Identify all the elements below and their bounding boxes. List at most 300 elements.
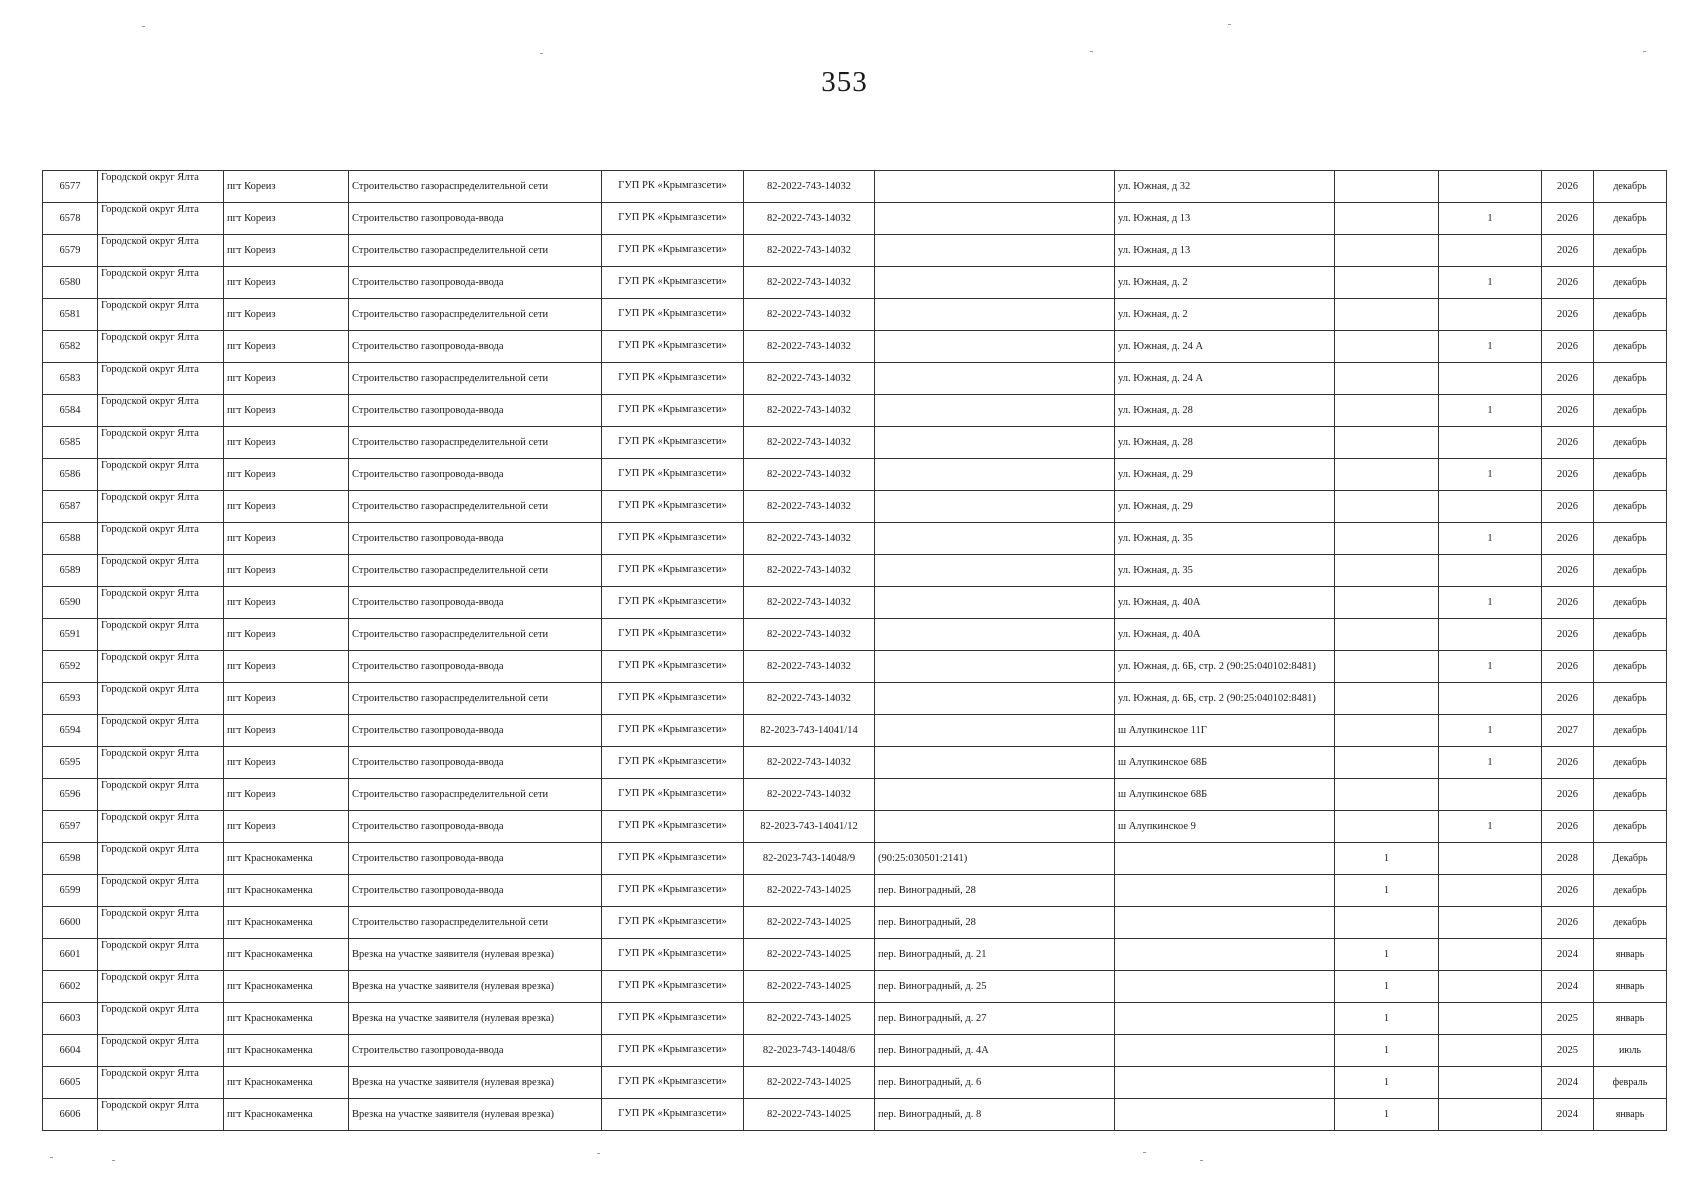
cell-organization: ГУП РК «Крымгазсети»	[602, 843, 744, 875]
cell-tu-number: 82-2022-743-14032	[744, 235, 875, 267]
cell-month: декабрь	[1594, 299, 1667, 331]
cell-month: декабрь	[1594, 747, 1667, 779]
cell-organization: ГУП РК «Крымгазсети»	[602, 331, 744, 363]
cell-tu-number: 82-2022-743-14032	[744, 395, 875, 427]
scan-speck	[142, 26, 145, 27]
cell-address-b: ул. Южная, д. 2	[1115, 267, 1335, 299]
cell-quantity-b	[1439, 683, 1542, 715]
cell-address-a	[875, 715, 1115, 747]
cell-year: 2026	[1542, 491, 1594, 523]
cell-year: 2026	[1542, 747, 1594, 779]
cell-month: январь	[1594, 1099, 1667, 1131]
cell-tu-number: 82-2023-743-14048/6	[744, 1035, 875, 1067]
cell-quantity-b: 1	[1439, 331, 1542, 363]
cell-organization: ГУП РК «Крымгазсети»	[602, 683, 744, 715]
cell-tu-number: 82-2023-743-14048/9	[744, 843, 875, 875]
cell-quantity-a	[1335, 587, 1439, 619]
cell-quantity-a	[1335, 171, 1439, 203]
scan-speck	[50, 1157, 53, 1158]
cell-organization: ГУП РК «Крымгазсети»	[602, 523, 744, 555]
cell-month: декабрь	[1594, 715, 1667, 747]
cell-municipality: Городской округ Ялта	[98, 1099, 224, 1131]
table-row	[43, 619, 1667, 651]
cell-number: 6586	[43, 459, 98, 491]
cell-month: декабрь	[1594, 427, 1667, 459]
table-row	[43, 747, 1667, 779]
cell-municipality: Городской округ Ялта	[98, 619, 224, 651]
cell-settlement: пгт Кореиз	[224, 171, 349, 203]
cell-municipality: Городской округ Ялта	[98, 363, 224, 395]
cell-organization: ГУП РК «Крымгазсети»	[602, 1099, 744, 1131]
cell-work-type: Строительство газопровода-ввода	[349, 747, 602, 779]
cell-month: декабрь	[1594, 683, 1667, 715]
cell-organization: ГУП РК «Крымгазсети»	[602, 395, 744, 427]
cell-quantity-a: 1	[1335, 1099, 1439, 1131]
cell-municipality: Городской округ Ялта	[98, 715, 224, 747]
cell-organization: ГУП РК «Крымгазсети»	[602, 555, 744, 587]
cell-settlement: пгт Кореиз	[224, 267, 349, 299]
page-number: 353	[821, 66, 868, 98]
cell-settlement: пгт Кореиз	[224, 811, 349, 843]
cell-number: 6588	[43, 523, 98, 555]
cell-municipality: Городской округ Ялта	[98, 1067, 224, 1099]
table-row	[43, 1035, 1667, 1067]
table-row	[43, 1099, 1667, 1131]
cell-address-a	[875, 747, 1115, 779]
cell-year: 2026	[1542, 811, 1594, 843]
cell-municipality: Городской округ Ялта	[98, 299, 224, 331]
cell-quantity-b	[1439, 875, 1542, 907]
cell-address-a: пер. Виноградный, д. 6	[875, 1067, 1115, 1099]
cell-address-b: ул. Южная, д. 29	[1115, 491, 1335, 523]
table-row	[43, 523, 1667, 555]
cell-number: 6583	[43, 363, 98, 395]
cell-address-a	[875, 683, 1115, 715]
cell-municipality: Городской округ Ялта	[98, 235, 224, 267]
cell-work-type: Врезка на участке заявителя (нулевая врезка)	[349, 1003, 602, 1035]
cell-month: февраль	[1594, 1067, 1667, 1099]
cell-month: декабрь	[1594, 331, 1667, 363]
cell-quantity-b	[1439, 299, 1542, 331]
cell-month: декабрь	[1594, 587, 1667, 619]
cell-address-b: ул. Южная, д. 24 А	[1115, 331, 1335, 363]
cell-organization: ГУП РК «Крымгазсети»	[602, 779, 744, 811]
cell-number: 6597	[43, 811, 98, 843]
cell-address-a	[875, 555, 1115, 587]
table-row	[43, 235, 1667, 267]
cell-month: декабрь	[1594, 459, 1667, 491]
cell-settlement: пгт Краснокаменка	[224, 1003, 349, 1035]
cell-organization: ГУП РК «Крымгазсети»	[602, 299, 744, 331]
cell-year: 2026	[1542, 203, 1594, 235]
cell-quantity-b: 1	[1439, 395, 1542, 427]
cell-municipality: Городской округ Ялта	[98, 811, 224, 843]
table-row	[43, 875, 1667, 907]
cell-address-a: пер. Виноградный, д. 4А	[875, 1035, 1115, 1067]
cell-month: декабрь	[1594, 907, 1667, 939]
cell-settlement: пгт Кореиз	[224, 235, 349, 267]
table-row	[43, 491, 1667, 523]
scan-speck	[1090, 51, 1093, 52]
cell-address-b	[1115, 1035, 1335, 1067]
table-row	[43, 331, 1667, 363]
cell-tu-number: 82-2022-743-14032	[744, 427, 875, 459]
cell-year: 2026	[1542, 587, 1594, 619]
cell-work-type: Строительство газопровода-ввода	[349, 651, 602, 683]
cell-quantity-b: 1	[1439, 523, 1542, 555]
cell-address-b	[1115, 907, 1335, 939]
cell-settlement: пгт Краснокаменка	[224, 843, 349, 875]
cell-month: декабрь	[1594, 235, 1667, 267]
cell-year: 2025	[1542, 1003, 1594, 1035]
cell-quantity-a: 1	[1335, 1035, 1439, 1067]
cell-address-a: пер. Виноградный, д. 25	[875, 971, 1115, 1003]
cell-tu-number: 82-2022-743-14032	[744, 459, 875, 491]
cell-number: 6602	[43, 971, 98, 1003]
cell-settlement: пгт Кореиз	[224, 587, 349, 619]
cell-quantity-b	[1439, 619, 1542, 651]
cell-year: 2026	[1542, 267, 1594, 299]
cell-municipality: Городской округ Ялта	[98, 203, 224, 235]
cell-organization: ГУП РК «Крымгазсети»	[602, 1003, 744, 1035]
cell-quantity-b: 1	[1439, 651, 1542, 683]
cell-address-b	[1115, 971, 1335, 1003]
table-row	[43, 363, 1667, 395]
cell-month: декабрь	[1594, 555, 1667, 587]
cell-year: 2024	[1542, 971, 1594, 1003]
cell-address-b: ул. Южная, д. 40А	[1115, 587, 1335, 619]
cell-municipality: Городской округ Ялта	[98, 331, 224, 363]
cell-quantity-b	[1439, 779, 1542, 811]
cell-month: декабрь	[1594, 363, 1667, 395]
cell-year: 2026	[1542, 875, 1594, 907]
cell-year: 2026	[1542, 299, 1594, 331]
cell-month: декабрь	[1594, 811, 1667, 843]
cell-number: 6592	[43, 651, 98, 683]
table-row	[43, 427, 1667, 459]
cell-tu-number: 82-2022-743-14032	[744, 683, 875, 715]
cell-month: декабрь	[1594, 523, 1667, 555]
cell-address-a: пер. Виноградный, 28	[875, 875, 1115, 907]
cell-year: 2024	[1542, 1067, 1594, 1099]
cell-quantity-a	[1335, 683, 1439, 715]
cell-tu-number: 82-2022-743-14032	[744, 587, 875, 619]
cell-address-a	[875, 171, 1115, 203]
cell-tu-number: 82-2022-743-14025	[744, 939, 875, 971]
cell-quantity-a: 1	[1335, 939, 1439, 971]
cell-quantity-a	[1335, 619, 1439, 651]
cell-settlement: пгт Кореиз	[224, 427, 349, 459]
cell-quantity-b	[1439, 235, 1542, 267]
cell-organization: ГУП РК «Крымгазсети»	[602, 363, 744, 395]
cell-quantity-a	[1335, 235, 1439, 267]
cell-address-b: ул. Южная, д. 2	[1115, 299, 1335, 331]
cell-address-b: ул. Южная, д. 24 А	[1115, 363, 1335, 395]
cell-work-type: Строительство газопровода-ввода	[349, 395, 602, 427]
cell-settlement: пгт Краснокаменка	[224, 1099, 349, 1131]
cell-number: 6579	[43, 235, 98, 267]
cell-quantity-b	[1439, 171, 1542, 203]
cell-municipality: Городской округ Ялта	[98, 875, 224, 907]
cell-number: 6600	[43, 907, 98, 939]
cell-quantity-a: 1	[1335, 1067, 1439, 1099]
cell-tu-number: 82-2022-743-14032	[744, 651, 875, 683]
cell-address-b: ш Алупкинское 68Б	[1115, 747, 1335, 779]
cell-settlement: пгт Кореиз	[224, 459, 349, 491]
table-row	[43, 971, 1667, 1003]
cell-number: 6603	[43, 1003, 98, 1035]
cell-organization: ГУП РК «Крымгазсети»	[602, 427, 744, 459]
cell-organization: ГУП РК «Крымгазсети»	[602, 1035, 744, 1067]
cell-quantity-a	[1335, 427, 1439, 459]
cell-address-b	[1115, 1099, 1335, 1131]
cell-municipality: Городской округ Ялта	[98, 171, 224, 203]
gasification-register-table	[42, 170, 1667, 1131]
cell-address-a	[875, 395, 1115, 427]
table-row	[43, 555, 1667, 587]
cell-number: 6585	[43, 427, 98, 459]
cell-organization: ГУП РК «Крымгазсети»	[602, 491, 744, 523]
cell-tu-number: 82-2022-743-14032	[744, 299, 875, 331]
cell-year: 2026	[1542, 555, 1594, 587]
cell-number: 6578	[43, 203, 98, 235]
table-row	[43, 171, 1667, 203]
cell-tu-number: 82-2022-743-14032	[744, 555, 875, 587]
cell-work-type: Строительство газораспределительной сети	[349, 619, 602, 651]
scan-speck	[540, 53, 543, 54]
cell-year: 2026	[1542, 395, 1594, 427]
cell-quantity-b: 1	[1439, 811, 1542, 843]
cell-number: 6584	[43, 395, 98, 427]
cell-address-a	[875, 523, 1115, 555]
cell-quantity-b: 1	[1439, 203, 1542, 235]
cell-quantity-a	[1335, 779, 1439, 811]
cell-year: 2026	[1542, 363, 1594, 395]
cell-work-type: Строительство газопровода-ввода	[349, 715, 602, 747]
cell-quantity-b	[1439, 427, 1542, 459]
cell-settlement: пгт Кореиз	[224, 683, 349, 715]
cell-address-b: ул. Южная, д. 40А	[1115, 619, 1335, 651]
cell-number: 6587	[43, 491, 98, 523]
cell-number: 6582	[43, 331, 98, 363]
cell-address-b: ул. Южная, д 13	[1115, 235, 1335, 267]
cell-number: 6594	[43, 715, 98, 747]
cell-settlement: пгт Кореиз	[224, 555, 349, 587]
cell-organization: ГУП РК «Крымгазсети»	[602, 619, 744, 651]
cell-month: июль	[1594, 1035, 1667, 1067]
cell-organization: ГУП РК «Крымгазсети»	[602, 235, 744, 267]
cell-quantity-b	[1439, 555, 1542, 587]
cell-settlement: пгт Краснокаменка	[224, 1067, 349, 1099]
cell-address-a: пер. Виноградный, д. 21	[875, 939, 1115, 971]
cell-quantity-a: 1	[1335, 875, 1439, 907]
cell-address-b: ул. Южная, д. 6Б, стр. 2 (90:25:040102:8481)	[1115, 651, 1335, 683]
cell-address-b: ул. Южная, д. 35	[1115, 523, 1335, 555]
cell-address-a	[875, 587, 1115, 619]
cell-year: 2026	[1542, 427, 1594, 459]
table-row	[43, 459, 1667, 491]
cell-quantity-a	[1335, 203, 1439, 235]
cell-settlement: пгт Краснокаменка	[224, 875, 349, 907]
cell-address-a	[875, 363, 1115, 395]
scan-speck	[597, 1153, 600, 1154]
table-row	[43, 811, 1667, 843]
table-row	[43, 267, 1667, 299]
cell-tu-number: 82-2023-743-14041/14	[744, 715, 875, 747]
cell-address-b	[1115, 875, 1335, 907]
cell-tu-number: 82-2022-743-14032	[744, 331, 875, 363]
table-row	[43, 907, 1667, 939]
cell-tu-number: 82-2022-743-14025	[744, 875, 875, 907]
scan-speck	[1643, 51, 1646, 52]
cell-organization: ГУП РК «Крымгазсети»	[602, 747, 744, 779]
cell-work-type: Строительство газораспределительной сети	[349, 235, 602, 267]
cell-settlement: пгт Краснокаменка	[224, 907, 349, 939]
cell-address-b	[1115, 843, 1335, 875]
cell-tu-number: 82-2022-743-14032	[744, 267, 875, 299]
table-row	[43, 651, 1667, 683]
cell-year: 2027	[1542, 715, 1594, 747]
cell-settlement: пгт Кореиз	[224, 779, 349, 811]
cell-work-type: Строительство газопровода-ввода	[349, 1035, 602, 1067]
cell-work-type: Строительство газопровода-ввода	[349, 587, 602, 619]
cell-month: декабрь	[1594, 779, 1667, 811]
cell-organization: ГУП РК «Крымгазсети»	[602, 651, 744, 683]
cell-number: 6606	[43, 1099, 98, 1131]
cell-quantity-b	[1439, 1003, 1542, 1035]
cell-address-b: ш Алупкинское 9	[1115, 811, 1335, 843]
cell-quantity-b: 1	[1439, 267, 1542, 299]
scan-speck	[1200, 1160, 1203, 1161]
cell-quantity-b	[1439, 1035, 1542, 1067]
cell-address-a	[875, 267, 1115, 299]
cell-municipality: Городской округ Ялта	[98, 587, 224, 619]
cell-settlement: пгт Кореиз	[224, 651, 349, 683]
cell-work-type: Строительство газораспределительной сети	[349, 299, 602, 331]
cell-work-type: Строительство газораспределительной сети	[349, 907, 602, 939]
cell-settlement: пгт Кореиз	[224, 619, 349, 651]
cell-year: 2028	[1542, 843, 1594, 875]
cell-number: 6599	[43, 875, 98, 907]
cell-organization: ГУП РК «Крымгазсети»	[602, 907, 744, 939]
cell-year: 2026	[1542, 459, 1594, 491]
cell-address-a	[875, 299, 1115, 331]
cell-quantity-a	[1335, 555, 1439, 587]
cell-number: 6595	[43, 747, 98, 779]
cell-work-type: Строительство газопровода-ввода	[349, 843, 602, 875]
cell-number: 6605	[43, 1067, 98, 1099]
scan-speck	[112, 1160, 115, 1161]
cell-tu-number: 82-2022-743-14032	[744, 779, 875, 811]
cell-organization: ГУП РК «Крымгазсети»	[602, 939, 744, 971]
cell-quantity-a: 1	[1335, 971, 1439, 1003]
cell-quantity-a	[1335, 363, 1439, 395]
cell-municipality: Городской округ Ялта	[98, 651, 224, 683]
cell-address-b: ул. Южная, д. 28	[1115, 395, 1335, 427]
table-row	[43, 203, 1667, 235]
cell-quantity-a	[1335, 651, 1439, 683]
cell-municipality: Городской округ Ялта	[98, 1035, 224, 1067]
cell-year: 2026	[1542, 171, 1594, 203]
cell-quantity-a	[1335, 523, 1439, 555]
cell-settlement: пгт Кореиз	[224, 203, 349, 235]
cell-number: 6593	[43, 683, 98, 715]
cell-month: декабрь	[1594, 619, 1667, 651]
cell-municipality: Городской округ Ялта	[98, 267, 224, 299]
cell-quantity-b: 1	[1439, 715, 1542, 747]
cell-organization: ГУП РК «Крымгазсети»	[602, 171, 744, 203]
cell-address-a	[875, 491, 1115, 523]
cell-address-a: пер. Виноградный, 28	[875, 907, 1115, 939]
cell-work-type: Строительство газораспределительной сети	[349, 363, 602, 395]
cell-organization: ГУП РК «Крымгазсети»	[602, 203, 744, 235]
cell-month: Декабрь	[1594, 843, 1667, 875]
cell-work-type: Врезка на участке заявителя (нулевая врезка)	[349, 971, 602, 1003]
cell-address-b: ш Алупкинское 68Б	[1115, 779, 1335, 811]
cell-work-type: Строительство газопровода-ввода	[349, 267, 602, 299]
cell-number: 6591	[43, 619, 98, 651]
table-row	[43, 1067, 1667, 1099]
cell-quantity-b	[1439, 1067, 1542, 1099]
cell-address-b	[1115, 1067, 1335, 1099]
cell-municipality: Городской округ Ялта	[98, 427, 224, 459]
cell-quantity-a	[1335, 331, 1439, 363]
cell-number: 6577	[43, 171, 98, 203]
cell-quantity-b	[1439, 491, 1542, 523]
cell-year: 2026	[1542, 331, 1594, 363]
cell-municipality: Городской округ Ялта	[98, 779, 224, 811]
cell-quantity-a	[1335, 299, 1439, 331]
cell-address-b: ул. Южная, д. 29	[1115, 459, 1335, 491]
cell-month: декабрь	[1594, 395, 1667, 427]
cell-tu-number: 82-2022-743-14032	[744, 747, 875, 779]
cell-number: 6581	[43, 299, 98, 331]
register-body	[43, 171, 1667, 1131]
cell-settlement: пгт Кореиз	[224, 715, 349, 747]
cell-address-b	[1115, 1003, 1335, 1035]
cell-work-type: Врезка на участке заявителя (нулевая врезка)	[349, 1099, 602, 1131]
cell-work-type: Строительство газопровода-ввода	[349, 811, 602, 843]
cell-quantity-b	[1439, 971, 1542, 1003]
cell-work-type: Строительство газораспределительной сети	[349, 427, 602, 459]
cell-work-type: Строительство газопровода-ввода	[349, 523, 602, 555]
cell-municipality: Городской округ Ялта	[98, 395, 224, 427]
cell-quantity-b: 1	[1439, 459, 1542, 491]
cell-year: 2025	[1542, 1035, 1594, 1067]
cell-municipality: Городской округ Ялта	[98, 1003, 224, 1035]
cell-work-type: Строительство газораспределительной сети	[349, 491, 602, 523]
cell-settlement: пгт Кореиз	[224, 491, 349, 523]
cell-month: декабрь	[1594, 875, 1667, 907]
cell-work-type: Строительство газораспределительной сети	[349, 555, 602, 587]
cell-address-a	[875, 235, 1115, 267]
cell-quantity-a	[1335, 715, 1439, 747]
cell-quantity-a: 1	[1335, 1003, 1439, 1035]
cell-address-a	[875, 331, 1115, 363]
cell-settlement: пгт Кореиз	[224, 747, 349, 779]
table-row	[43, 779, 1667, 811]
cell-quantity-b	[1439, 939, 1542, 971]
cell-address-b: ул. Южная, д 32	[1115, 171, 1335, 203]
cell-year: 2026	[1542, 779, 1594, 811]
cell-settlement: пгт Кореиз	[224, 395, 349, 427]
cell-month: январь	[1594, 939, 1667, 971]
cell-municipality: Городской округ Ялта	[98, 523, 224, 555]
cell-municipality: Городской округ Ялта	[98, 555, 224, 587]
cell-address-a	[875, 779, 1115, 811]
cell-settlement: пгт Краснокаменка	[224, 1035, 349, 1067]
cell-settlement: пгт Кореиз	[224, 299, 349, 331]
